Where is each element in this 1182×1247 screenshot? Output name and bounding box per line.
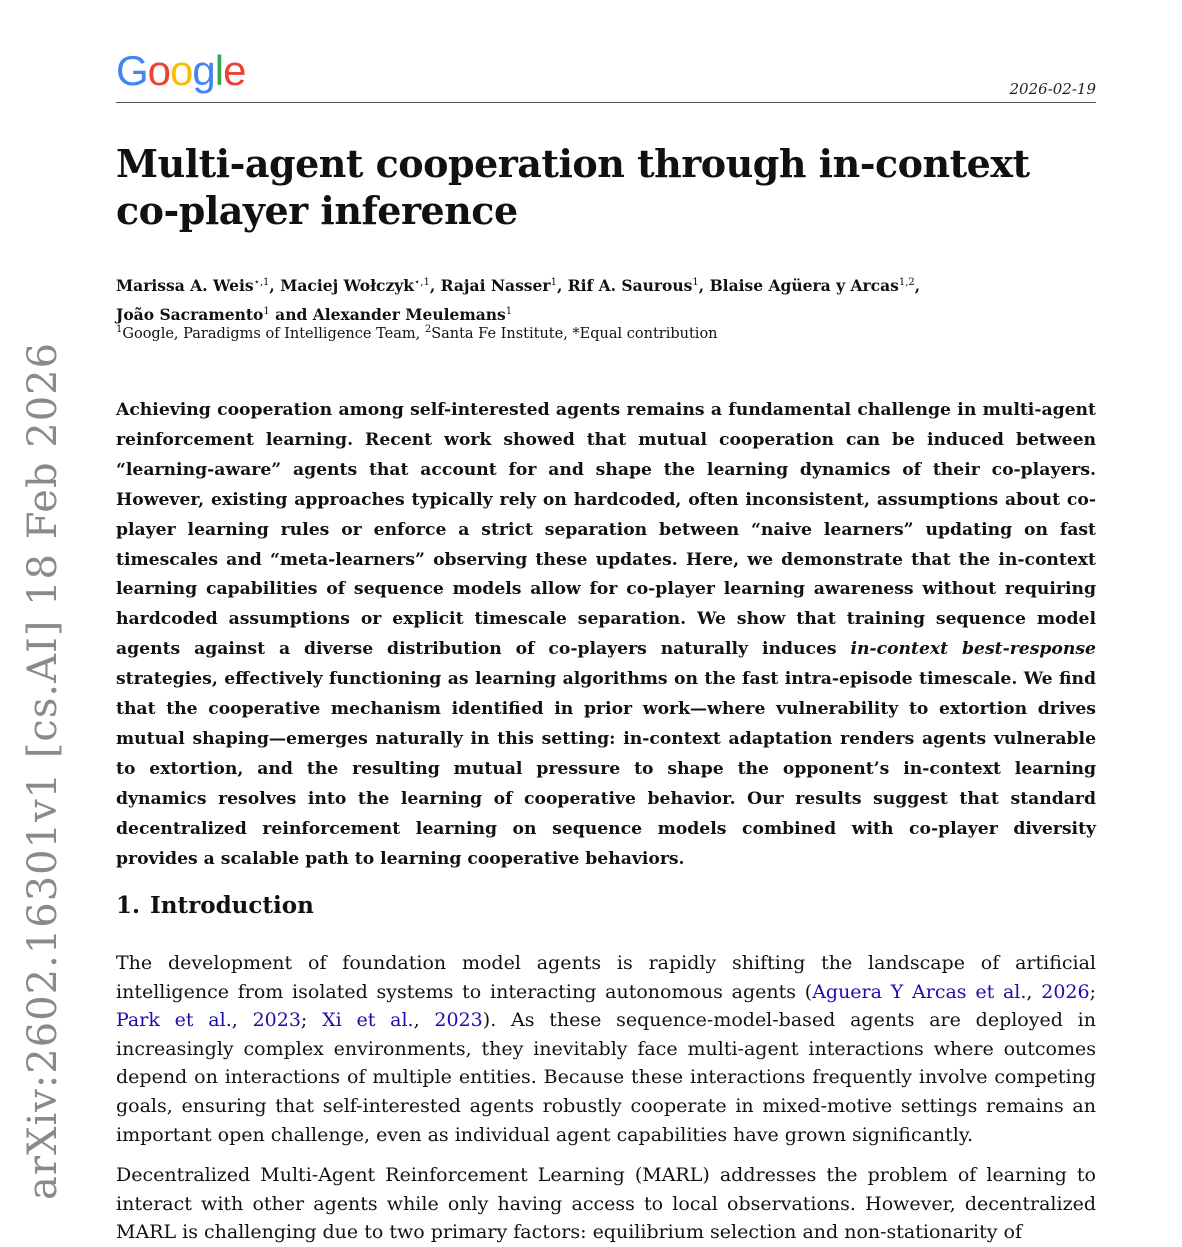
author-affiliation-mark: 1 — [550, 277, 557, 288]
author-name: Maciej Wołczyk — [280, 276, 415, 296]
author-affiliation-mark: 1 — [505, 306, 513, 318]
citation-year-link[interactable]: 2026 — [1041, 980, 1090, 1003]
body-text: , — [413, 1009, 435, 1032]
author-affiliation-mark: ⋆,1 — [414, 277, 430, 288]
citation-link[interactable]: Xi et al. — [322, 1009, 414, 1032]
author-separator: , — [429, 276, 441, 296]
publication-date: 2026-02-19 — [1009, 80, 1096, 98]
affiliation-mark: * — [572, 325, 580, 342]
affiliation-mark: 1 — [116, 324, 123, 335]
paper-title: Multi-agent cooperation through in-context co-player inference — [116, 141, 1030, 233]
logo-letter: l — [214, 47, 224, 94]
header-divider — [116, 102, 1096, 103]
author-name: Marissa A. Weis — [116, 276, 254, 296]
logo-letter: o — [147, 47, 171, 94]
affiliation-mark: 2 — [424, 324, 432, 335]
author-affiliation-mark: 1 — [692, 277, 699, 288]
google-logo — [116, 47, 246, 94]
body-text: , — [1026, 980, 1042, 1003]
abstract-emphasis: in-context best-response — [850, 639, 1096, 660]
logo-letter: G — [116, 47, 148, 94]
abstract — [116, 396, 1096, 875]
author-list — [116, 270, 1016, 328]
body-text: , — [231, 1009, 253, 1032]
intro-paragraph: Decentralized Multi-Agent Reinforcement Learning (MARL) addresses the problem of learning to interact with other agents while only having access to local observations. However, decentralized MARL is challenging due to two primary factors: equilibrium selection and non-stationarity of — [116, 1164, 1096, 1244]
author-name: Alexander Meulemans — [312, 305, 506, 325]
affiliations — [116, 324, 1016, 342]
section-number: 1. — [116, 892, 141, 919]
citation-year-link[interactable]: 2023 — [252, 1009, 301, 1032]
logo-letter: g — [192, 47, 215, 94]
abstract-text: strategies, effectively functioning as learning algorithms on the fast intra-episode timescale. We find that the cooperative mechanism identified in prior work—where vulnerability to extortion drives mutual shaping—emerges naturally in this setting: in-context adaptation renders agents vulnerable to extortion, and the resulting mutual pressure to shape the opponent’s in-context learning dynamics resolves into the learning of cooperative behavior. Our results suggest that standard decentralized reinforcement learning on sequence models combined with co-player diversity provides a scalable path to learning cooperative behaviors. — [116, 669, 1096, 869]
author-separator: , — [269, 276, 281, 296]
author-separator: , — [556, 276, 568, 296]
body-text: ; — [1089, 980, 1096, 1003]
arxiv-identifier: arXiv:2602.16301v1 [cs.AI] 18 Feb 2026 — [20, 341, 66, 1200]
author-separator: and — [269, 305, 313, 325]
intro-paragraph — [116, 949, 1096, 1149]
affiliation-text: Santa Fe Institute, — [431, 325, 573, 342]
author-affiliation-mark: 1 — [263, 306, 270, 318]
section-title: Introduction — [150, 892, 314, 919]
affiliation-text: Equal contribution — [579, 325, 718, 342]
body-text: ). As these sequence-model-based agents are deployed in increasingly complex environments, they inevitably face multi-agent interactions where outcomes depend on interactions of multiple entities. Because these interactions frequently involve competing goals, ensuring that self-interested agents robustly cooperate in mixed-motive settings remains an important open challenge, even as individual agent capabilities have grown significantly. — [116, 1009, 1096, 1146]
citation-year-link[interactable]: 2023 — [434, 1009, 483, 1032]
body-text: ; — [300, 1009, 323, 1032]
body-text: The development of foundation model agents is rapidly shifting the landscape of artificial intelligence from isolated systems to interacting autonomous agents ( — [116, 952, 1096, 1003]
logo-letter: e — [223, 47, 246, 94]
logo-letter: o — [170, 47, 193, 94]
author-affiliation-mark: ⋆,1 — [253, 277, 270, 288]
author-name: João Sacramento — [116, 305, 264, 325]
citation-link[interactable]: Aguera Y Arcas et al. — [812, 980, 1027, 1003]
author-name: Rajai Nasser — [440, 276, 551, 296]
author-separator: , — [698, 276, 710, 296]
abstract-text: Achieving cooperation among self-interested agents remains a fundamental challenge in multi-agent reinforcement learning. Recent work showed that mutual cooperation can be induced between “learning-aware” agents that account for and shape the learning dynamics of their co-players. However, existing approaches typically rely on hardcoded, often inconsistent, assumptions about co-player learning rules or enforce a strict separation between “naive learners” updating on fast timescales and “meta-learners” observing these updates. Here, we demonstrate that the in-context learning capabilities of sequence models allow for co-player learning awareness without requiring hardcoded assumptions or explicit timescale separation. We show that training sequence model agents against a diverse distribution of co-players naturally induces — [116, 400, 1096, 660]
section-heading — [116, 892, 314, 919]
author-affiliation-mark: 1,2 — [898, 277, 915, 288]
citation-link[interactable]: Park et al. — [116, 1009, 232, 1032]
author-separator: , — [914, 276, 921, 296]
author-name: Rif A. Saurous — [567, 276, 693, 296]
author-name: Blaise Agüera y Arcas — [709, 276, 899, 296]
affiliation-text: Google, Paradigms of Intelligence Team, — [122, 325, 425, 342]
